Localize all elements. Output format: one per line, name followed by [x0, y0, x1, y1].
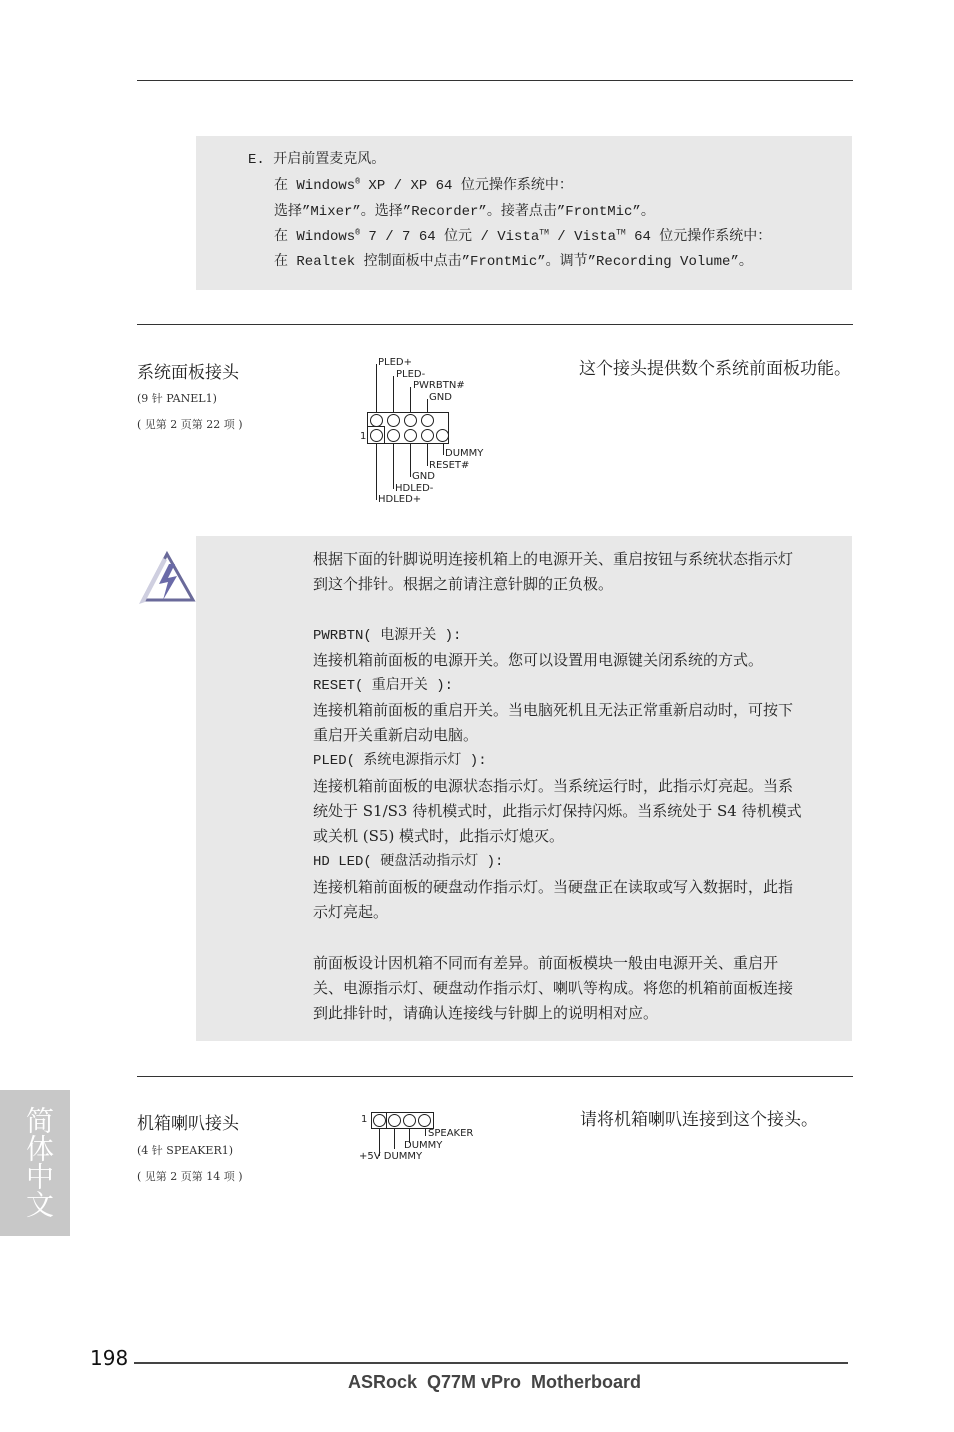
- pin-label: PLED-: [396, 369, 426, 380]
- pin-label: HDLED-: [395, 483, 434, 494]
- pin: [373, 1114, 386, 1127]
- warning-line: 重启开关重新启动电脑。: [313, 726, 479, 744]
- pin-label: HDLED+: [378, 494, 422, 505]
- footer-product: ASRock Q77M vPro Motherboard: [348, 1372, 642, 1392]
- pin-label: DUMMY: [445, 448, 484, 459]
- warning-line: 或关机 (S5) 模式时，此指示灯熄灭。: [313, 827, 565, 845]
- panel-ref: ( 见第 2 页第 22 项 ): [137, 418, 243, 431]
- note-line: 在 Windows® XP / XP 64 位元操作系统中：: [274, 177, 573, 194]
- pin: [404, 414, 417, 427]
- note-line: 在 Realtek 控制面板中点击”FrontMic”。调节”Recording Volume”。: [274, 254, 753, 270]
- pin: [370, 414, 383, 427]
- pin-label: GND: [412, 471, 435, 482]
- page-number: 198: [90, 1346, 129, 1370]
- warning-line: RESET( 重启开关 ):: [313, 678, 454, 694]
- side-tab-label: 简体中文: [22, 1106, 55, 1218]
- speaker-title: 机箱喇叭接头: [137, 1114, 239, 1134]
- warning-line: 连接机箱前面板的重启开关。当电脑死机且无法正常重新启动时，可按下: [313, 701, 794, 719]
- note-line: 在 Windows® 7 / 7 64 位元 / Vista™ / Vista™ 64 位元操作系统中：: [274, 228, 772, 245]
- warning-line: 根据下面的针脚说明连接机箱上的电源开关、重启按钮与系统状态指示灯: [313, 550, 794, 568]
- note-text: [248, 148, 848, 278]
- panel-desc: 这个接头提供数个系统前面板功能。: [579, 359, 851, 379]
- pin-label: GND: [429, 392, 452, 403]
- warning-line: 到此排针时，请确认连接线与针脚上的说明相对应。: [313, 1004, 659, 1022]
- panel-title: 系统面板接头: [137, 363, 239, 383]
- pin: [388, 1114, 401, 1127]
- warning-line: 关、电源指示灯、硬盘动作指示灯、喇叭等构成。将您的机箱前面板连接: [313, 979, 794, 997]
- warning-line: 连接机箱前面板的电源开关。您可以设置用电源键关闭系统的方式。: [313, 651, 764, 669]
- speaker-ref: ( 见第 2 页第 14 项 ): [137, 1170, 243, 1183]
- note-line: E. 开启前置麦克风。: [248, 152, 386, 168]
- pin: [436, 429, 449, 442]
- pin: [387, 414, 400, 427]
- pin-label: +5V DUMMY: [359, 1151, 423, 1162]
- warning-triangle-icon: [137, 548, 199, 606]
- warning-line: 前面板设计因机箱不同而有差异。前面板模块一般由电源开关、重启开: [313, 954, 779, 972]
- pin: [370, 429, 383, 442]
- pin-label: RESET#: [429, 460, 470, 471]
- top-rule: [137, 80, 853, 81]
- warning-line: HD LED( 硬盘活动指示灯 ):: [313, 854, 504, 870]
- pin: [421, 429, 434, 442]
- speaker-header-diagram: [358, 1108, 488, 1168]
- language-side-tab: [0, 1090, 70, 1236]
- warning-line: PLED( 系统电源指示灯 ):: [313, 753, 487, 769]
- pin: [403, 1114, 416, 1127]
- footer-rule: [134, 1362, 848, 1364]
- section-rule: [137, 324, 853, 325]
- note-line: 选择”Mixer”。选择”Recorder”。接著点击”FrontMic”。: [274, 204, 655, 220]
- pin: [387, 429, 400, 442]
- pin: [421, 414, 434, 427]
- panel-pins: (9 针 PANEL1): [137, 392, 217, 405]
- pin-label: PLED+: [378, 357, 412, 368]
- warning-line: 到这个排针。根据之前请注意针脚的正负极。: [313, 575, 614, 593]
- warning-text: [313, 548, 853, 1028]
- section-rule: [137, 1076, 853, 1077]
- panel-header-diagram: [360, 356, 500, 506]
- speaker-pins: (4 针 SPEAKER1): [137, 1144, 234, 1157]
- pin-label: DUMMY: [404, 1140, 443, 1151]
- speaker-desc: 请将机箱喇叭连接到这个接头。: [580, 1110, 818, 1130]
- warning-line: 统处于 S1/S3 待机模式时，此指示灯保持闪烁。当系统处于 S4 待机模式: [313, 802, 802, 820]
- warning-line: 示灯亮起。: [313, 903, 389, 921]
- pin: [404, 429, 417, 442]
- pin: [418, 1114, 431, 1127]
- pin-label: SPEAKER: [428, 1128, 474, 1139]
- pin-one-label: 1: [361, 1114, 368, 1125]
- pin-label: PWRBTN#: [413, 380, 465, 391]
- pin-one-label: 1: [360, 431, 367, 442]
- warning-line: 连接机箱前面板的电源状态指示灯。当系统运行时，此指示灯亮起。当系: [313, 777, 794, 795]
- warning-line: PWRBTN( 电源开关 ):: [313, 628, 462, 644]
- warning-line: 连接机箱前面板的硬盘动作指示灯。当硬盘正在读取或写入数据时，此指: [313, 878, 794, 896]
